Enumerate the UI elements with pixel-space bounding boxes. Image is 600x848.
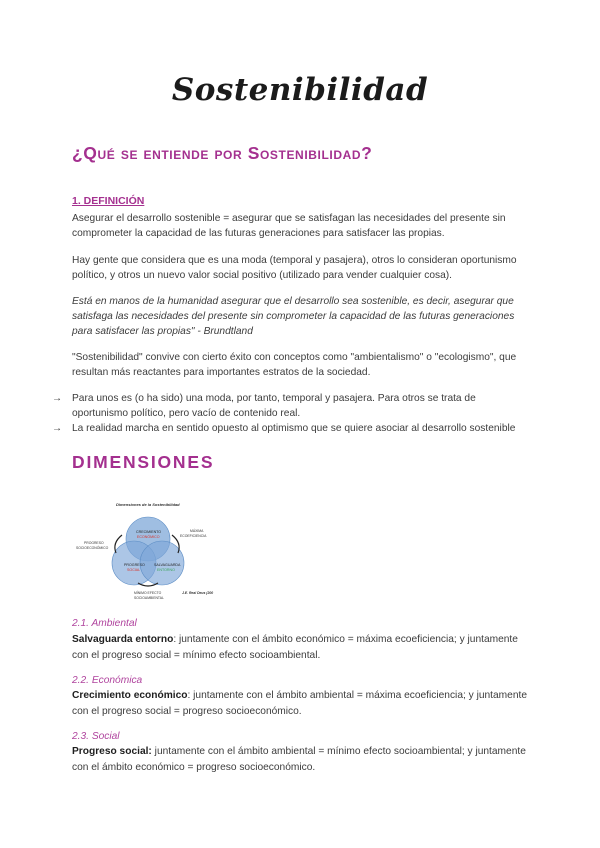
- arrow-icon: →: [52, 393, 63, 404]
- section-economic-term: Crecimiento económico: [72, 690, 188, 701]
- section-environmental-label: 2.1. Ambiental: [72, 618, 137, 629]
- sustainability-diagram: [72, 497, 224, 607]
- section-social-label: 2.3. Social: [72, 731, 120, 742]
- diagram-title: Dimensiones de la Sostenibilidad: [116, 502, 180, 507]
- bullet-text: Para unos es (o ha sido) una moda, por tanto, temporal y pasajera. Para otros se trata de oportunismo político, pero vacío de contenido real.: [72, 393, 476, 419]
- paragraph-concepts: "Sostenibilidad" convive con cierto éxito con conceptos como "ambientalismo" o "ecologismo", que resultan más reactantes para importantes estratos de la sociedad.: [72, 352, 517, 378]
- section-economic-body: [72, 688, 532, 719]
- diagram-credit: J.E. Real Deus (200: [182, 591, 214, 595]
- section-environmental-text: : juntamente con el ámbito económico = máxima ecoeficiencia; y juntamente con el progreso social = mínimo efecto socioambiental.: [72, 634, 518, 661]
- definition-heading: 1. DEFINICIÓN: [72, 195, 145, 207]
- question-heading: ¿Qué se entiende por Sostenibilidad?: [72, 143, 373, 163]
- label-socioeconomic-1: PROGRESO: [84, 541, 104, 545]
- circle-left-label-1: PROGRESO: [124, 563, 145, 567]
- paragraph-definition: Asegurar el desarrollo sostenible = asegurar que se satisfagan las necesidades del presente sin comprometer la capacidad de las futuras generaciones para satisfacer las propias.: [72, 213, 506, 239]
- section-social-text: juntamente con el ámbito ambiental = mínimo efecto socioambiental; y juntamente con el ámbito económico = progreso socioeconómico.: [72, 746, 526, 773]
- label-max-ecoefficiency-1: MÁXIMA: [190, 529, 204, 533]
- section-environmental-term: Salvaguarda entorno: [72, 634, 174, 645]
- dimensions-heading: DIMENSIONES: [72, 452, 215, 472]
- label-socioeconomic-2: SOCIOECONÓMICO: [76, 546, 109, 550]
- diagram-svg: [72, 497, 224, 607]
- label-socioenvironmental-1: MÍNIMO EFECTO: [134, 591, 162, 595]
- label-max-ecoefficiency-2: ECOEFICIENCIA: [180, 534, 207, 538]
- section-environmental-body: [72, 632, 532, 663]
- page-title: Sostenibilidad: [171, 72, 429, 108]
- arrow-icon: →: [52, 423, 63, 434]
- circle-right-label-2: ENTORNO: [157, 568, 175, 572]
- section-economic-text: : juntamente con el ámbito ambiental = máxima ecoeficiencia; y juntamente con el progreso social = progreso socioeconómico.: [72, 690, 527, 717]
- section-economic-label: 2.2. Económica: [72, 675, 143, 686]
- circle-top-label-2: ECONÓMICO: [137, 535, 160, 539]
- label-socioenvironmental-2: SOCIOAMBIENTAL: [134, 596, 164, 600]
- section-social-term: Progreso social:: [72, 746, 152, 757]
- circle-left-label-2: SOCIAL: [127, 568, 141, 572]
- quote-brundtland: Está en manos de la humanidad asegurar que el desarrollo sea sostenible, es decir, asegurar que satisfaga las necesidades del presente sin comprometer la capacidad de las futuras generaciones para satisfacer las propias" - Brundtland: [72, 296, 515, 337]
- paragraph-opinions: Hay gente que considera que es una moda (temporal y pasajera), otros lo consideran oportunismo político, y otros un nuevo valor social positivo (utilizado para vender cualquier cosa).: [72, 255, 517, 281]
- bullet-text: La realidad marcha en sentido opuesto al optimismo que se quiere asociar al desarrollo sostenible: [72, 423, 516, 434]
- section-social-body: [72, 744, 532, 775]
- circle-right-label-1: SALVAGUARDA: [154, 563, 181, 567]
- circle-top-label-1: CRECIMIENTO: [136, 530, 162, 534]
